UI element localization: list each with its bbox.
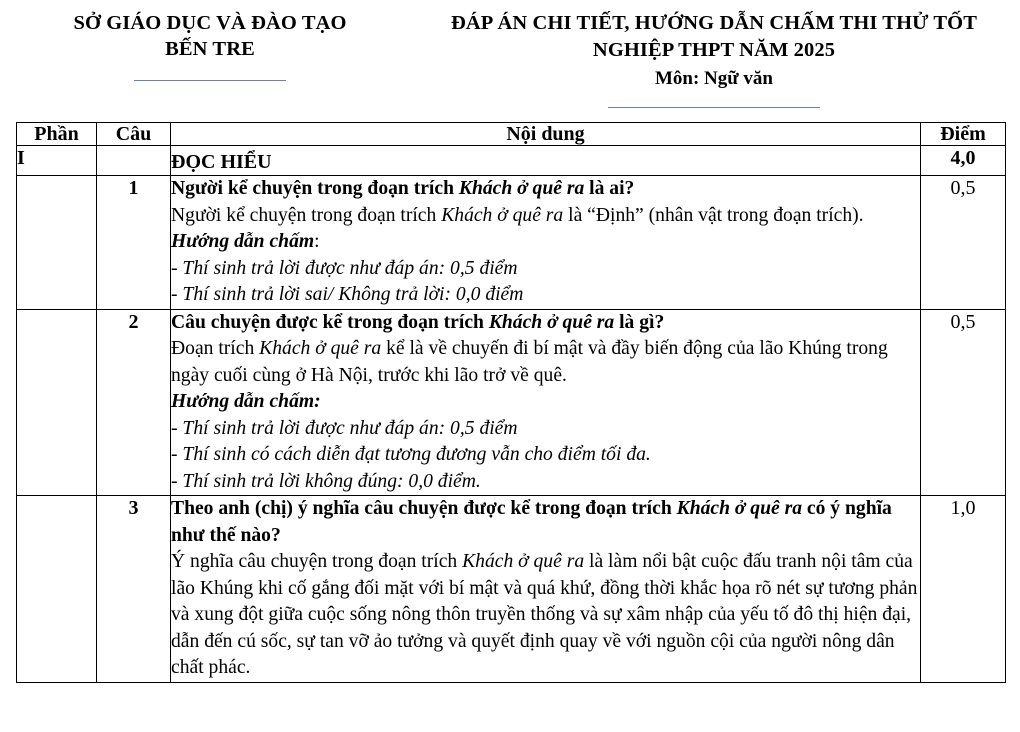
question-prompt [171,176,920,203]
column-header-question: Câu [97,123,171,146]
answer-text-after: là làm nổi bật cuộc đấu tranh nội tâm của lão Khúng khi cố gắng đối mặt với bí mật và quá khứ, đồng thời khắc họa rõ nét sự tương phản và xung đột giữa cuộc sống nông thôn truyền thống và sự xâm nhập của yếu tố đô thị hiện đại, dẫn đến cú sốc, sự tan vỡ ảo tưởng và quyết định quay về với nguồn cội của người nông dân chất phác. [171,551,918,678]
question-content-cell [171,309,921,496]
column-header-content: Nội dung [171,123,921,146]
column-header-score: Điểm [921,123,1006,146]
department-name-line2: BẾN TRE [165,38,255,60]
department-name-line1: SỞ GIÁO DỤC VÀ ĐÀO TẠO [73,12,347,34]
document-title-line2: NGHIỆP THPT NĂM 2025 [592,39,836,61]
grading-guide-label: Hướng dẫn chấm [171,231,315,252]
issuing-authority-block [0,10,412,108]
document-title-line1: ĐÁP ÁN CHI TIẾT, HƯỚNG DẪN CHẤM THI THỬ TỐT [451,12,977,34]
question-row [17,496,1006,683]
question-prompt [171,310,920,337]
prompt-text-after: là ai? [584,178,635,199]
grading-guide-label-suffix: : [314,231,320,252]
grading-table [16,122,1006,683]
question-part-blank [17,496,97,683]
question-row [17,176,1006,310]
section-question-blank [97,146,171,176]
answer-text-before: Ý nghĩa câu chuyện trong đoạn trích [171,551,463,572]
prompt-text-before: Câu chuyện được kể trong đoạn trích [171,311,489,333]
section-part-label: I [17,146,97,176]
question-score: 0,5 [921,309,1006,496]
document-title-block [412,10,1020,108]
question-prompt [171,496,920,549]
grading-guide-heading [171,389,920,416]
grading-guide-line: - Thí sinh trả lời không đúng: 0,0 điểm. [171,470,481,492]
answer-text-before: Người kể chuyện trong đoạn trích [171,204,442,226]
grading-guide-line: - Thí sinh trả lời được như đáp án: 0,5 điểm [171,257,518,279]
section-content-cell [171,146,921,176]
answer-text-after: là “Định” (nhân vật trong đoạn trích). [563,204,864,226]
question-answer [171,336,920,389]
question-score: 1,0 [921,496,1006,683]
prompt-text-before: Theo anh (chị) ý nghĩa câu chuyện được kể trong đoạn trích [171,498,677,519]
question-content-cell [171,496,921,683]
question-row [17,309,1006,496]
work-title: Khách ở quê ra [676,498,803,519]
question-part-blank [17,176,97,310]
section-score: 4,0 [921,146,1006,176]
grading-guide-line: - Thí sinh trả lời sai/ Không trả lời: 0,0 điểm [171,284,524,305]
masthead-rule-right [608,107,820,108]
grading-table-body [17,146,1006,683]
grading-guide-line: - Thí sinh có cách diễn đạt tương đương vẫn cho điểm tối đa. [171,444,651,465]
work-title: Khách ở quê ra [458,178,585,199]
masthead-rule-left [134,80,286,81]
section-row [17,146,1006,176]
question-number: 1 [97,176,171,310]
column-header-part: Phần [17,123,97,146]
subject-label: Môn: Ngữ văn [654,68,774,89]
prompt-text-before: Người kể chuyện trong đoạn trích [171,178,459,199]
work-title: Khách ở quê ra [441,204,564,226]
grading-table-wrapper [16,122,1005,683]
question-answer [171,203,920,230]
question-score: 0,5 [921,176,1006,310]
table-header-row [17,123,1006,146]
work-title: Khách ở quê ra [462,551,585,572]
answer-text-after: kể là về chuyến đi bí mật và đầy biến động của lão Khúng trong ngày cuối cùng ở Hà Nội, trước khi lão trở về quê. [171,338,888,386]
document-masthead [0,0,1020,108]
question-content-cell [171,176,921,310]
prompt-text-after: có ý nghĩa như thế nào? [171,498,892,546]
grading-guide-heading [171,229,920,256]
question-number: 2 [97,309,171,496]
work-title: Khách ở quê ra [488,311,615,333]
prompt-text-after: là gì? [614,311,665,333]
question-number: 3 [97,496,171,683]
question-answer [171,549,920,682]
answer-text-before: Đoạn trích [171,338,260,359]
section-title: ĐỌC HIỂU [171,151,272,173]
grading-guide-line: - Thí sinh trả lời được như đáp án: 0,5 điểm [171,417,518,439]
question-part-blank [17,309,97,496]
work-title: Khách ở quê ra [259,338,382,359]
grading-guide-label: Hướng dẫn chấm: [171,391,321,412]
